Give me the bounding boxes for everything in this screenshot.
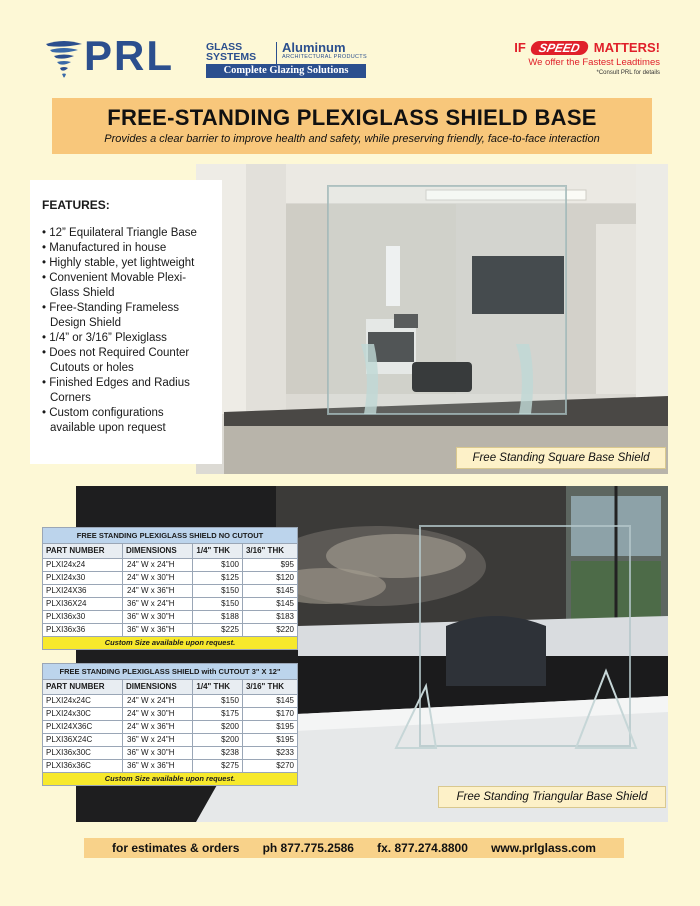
dimensions: 24" W x 24"H bbox=[123, 695, 193, 708]
feature-item: • Convenient Movable Plexi-Glass Shield bbox=[42, 271, 210, 301]
features-panel bbox=[30, 180, 222, 464]
prl-logo bbox=[44, 32, 374, 84]
feature-item: • Does not Required Counter Cutouts or holes bbox=[42, 346, 210, 376]
price-three-sixteenth: $120 bbox=[242, 572, 297, 585]
dimensions: 24" W x 36"H bbox=[123, 585, 193, 598]
tornado-icon bbox=[44, 38, 84, 82]
features-title: FEATURES: bbox=[42, 198, 110, 212]
dimensions: 36" W x 24"H bbox=[123, 734, 193, 747]
price-three-sixteenth: $95 bbox=[242, 559, 297, 572]
office-scene-image bbox=[196, 164, 668, 474]
website-link[interactable]: www.prlglass.com bbox=[491, 841, 596, 855]
price-quarter: $150 bbox=[193, 585, 243, 598]
dimensions: 24" W x 36"H bbox=[123, 721, 193, 734]
part-number: PLXI36x36C bbox=[43, 760, 123, 773]
phone-number[interactable]: ph 877.775.2586 bbox=[262, 841, 354, 855]
table-footnote: Custom Size available upon request. bbox=[43, 637, 298, 650]
logo-wordmark: PRL bbox=[84, 32, 174, 79]
logo-aluminum: Aluminum bbox=[282, 40, 346, 55]
dimensions: 36" W x 30"H bbox=[123, 611, 193, 624]
feature-item: • Finished Edges and Radius Corners bbox=[42, 376, 210, 406]
photo1-caption: Free Standing Square Base Shield bbox=[456, 447, 666, 469]
price-quarter: $238 bbox=[193, 747, 243, 760]
table-row bbox=[43, 598, 298, 611]
price-quarter: $150 bbox=[193, 695, 243, 708]
table-row bbox=[43, 760, 298, 773]
speed-if: IF bbox=[514, 40, 526, 55]
speed-word: SPEED bbox=[530, 41, 590, 55]
part-number: PLXI36X24 bbox=[43, 598, 123, 611]
table-row bbox=[43, 611, 298, 624]
feature-item: • Free-Standing Frameless Design Shield bbox=[42, 301, 210, 331]
speed-note: *Consult PRL for details bbox=[596, 70, 660, 76]
title-banner bbox=[52, 98, 652, 154]
price-quarter: $100 bbox=[193, 559, 243, 572]
column-header: PART NUMBER bbox=[43, 544, 123, 559]
part-number: PLXI24x24C bbox=[43, 695, 123, 708]
price-three-sixteenth: $195 bbox=[242, 721, 297, 734]
column-header: 3/16" THK bbox=[242, 680, 297, 695]
price-three-sixteenth: $145 bbox=[242, 598, 297, 611]
price-three-sixteenth: $183 bbox=[242, 611, 297, 624]
column-header: 1/4" THK bbox=[193, 680, 243, 695]
feature-item: • Manufactured in house bbox=[42, 241, 210, 256]
column-header: PART NUMBER bbox=[43, 680, 123, 695]
column-header: 3/16" THK bbox=[242, 544, 297, 559]
dimensions: 24" W x 30"H bbox=[123, 572, 193, 585]
feature-item: • 12” Equilateral Triangle Base bbox=[42, 226, 210, 241]
fax-number: fx. 877.274.8800 bbox=[377, 841, 468, 855]
feature-item: • Custom configurations available upon request bbox=[42, 406, 210, 436]
price-three-sixteenth: $233 bbox=[242, 747, 297, 760]
table-title: FREE STANDING PLEXIGLASS SHIELD NO CUTOUT bbox=[43, 528, 298, 544]
table-title: FREE STANDING PLEXIGLASS SHIELD with CUTOUT 3" X 12" bbox=[43, 664, 298, 680]
price-three-sixteenth: $220 bbox=[242, 624, 297, 637]
price-three-sixteenth: $270 bbox=[242, 760, 297, 773]
part-number: PLXI24X36C bbox=[43, 721, 123, 734]
estimates-label: for estimates & orders bbox=[112, 841, 240, 855]
price-quarter: $175 bbox=[193, 708, 243, 721]
dimensions: 36" W x 30"H bbox=[123, 747, 193, 760]
contact-footer bbox=[84, 838, 624, 858]
part-number: PLXI24X36 bbox=[43, 585, 123, 598]
part-number: PLXI24x24 bbox=[43, 559, 123, 572]
price-quarter: $125 bbox=[193, 572, 243, 585]
price-three-sixteenth: $195 bbox=[242, 734, 297, 747]
table-row bbox=[43, 708, 298, 721]
table-footnote: Custom Size available upon request. bbox=[43, 773, 298, 786]
logo-glass-systems: GLASS SYSTEMS bbox=[206, 41, 257, 63]
table-row bbox=[43, 695, 298, 708]
price-quarter: $275 bbox=[193, 760, 243, 773]
price-quarter: $225 bbox=[193, 624, 243, 637]
speed-subtitle: We offer the Fastest Leadtimes bbox=[528, 57, 660, 68]
photo2-caption: Free Standing Triangular Base Shield bbox=[438, 786, 666, 808]
page-subtitle: Provides a clear barrier to improve health and safety, while preserving friendly, face-to-face interaction bbox=[104, 133, 600, 145]
dimensions: 36" W x 36"H bbox=[123, 624, 193, 637]
logo-architectural: ARCHITECTURAL PRODUCTS bbox=[282, 54, 367, 60]
feature-item: • Highly stable, yet lightweight bbox=[42, 256, 210, 271]
part-number: PLXI36x30 bbox=[43, 611, 123, 624]
price-table-with-cutout bbox=[42, 663, 298, 786]
table-row bbox=[43, 585, 298, 598]
column-header: DIMENSIONS bbox=[123, 544, 193, 559]
feature-item: • 1/4” or 3/16” Plexiglass bbox=[42, 331, 210, 346]
features-list bbox=[42, 226, 210, 436]
speed-matters: MATTERS! bbox=[593, 40, 660, 55]
page-title: FREE-STANDING PLEXIGLASS SHIELD BASE bbox=[107, 105, 597, 130]
column-header: DIMENSIONS bbox=[123, 680, 193, 695]
part-number: PLXI24x30 bbox=[43, 572, 123, 585]
speed-badge bbox=[480, 40, 660, 76]
price-quarter: $150 bbox=[193, 598, 243, 611]
price-three-sixteenth: $145 bbox=[242, 695, 297, 708]
column-header: 1/4" THK bbox=[193, 544, 243, 559]
dimensions: 24" W x 24"H bbox=[123, 559, 193, 572]
logo-tagline: Complete Glazing Solutions bbox=[206, 64, 366, 78]
price-three-sixteenth: $145 bbox=[242, 585, 297, 598]
table-row bbox=[43, 734, 298, 747]
part-number: PLXI36x36 bbox=[43, 624, 123, 637]
price-quarter: $188 bbox=[193, 611, 243, 624]
part-number: PLXI36X24C bbox=[43, 734, 123, 747]
square-base-shield-photo bbox=[196, 164, 668, 474]
table-row bbox=[43, 721, 298, 734]
dimensions: 24" W x 30"H bbox=[123, 708, 193, 721]
price-quarter: $200 bbox=[193, 721, 243, 734]
part-number: PLXI24x30C bbox=[43, 708, 123, 721]
price-quarter: $200 bbox=[193, 734, 243, 747]
table-row bbox=[43, 559, 298, 572]
dimensions: 36" W x 24"H bbox=[123, 598, 193, 611]
price-three-sixteenth: $170 bbox=[242, 708, 297, 721]
logo-divider bbox=[276, 42, 277, 64]
dimensions: 36" W x 36"H bbox=[123, 760, 193, 773]
table-row bbox=[43, 572, 298, 585]
price-table-no-cutout bbox=[42, 527, 298, 650]
table-row bbox=[43, 624, 298, 637]
part-number: PLXI36x30C bbox=[43, 747, 123, 760]
table-row bbox=[43, 747, 298, 760]
